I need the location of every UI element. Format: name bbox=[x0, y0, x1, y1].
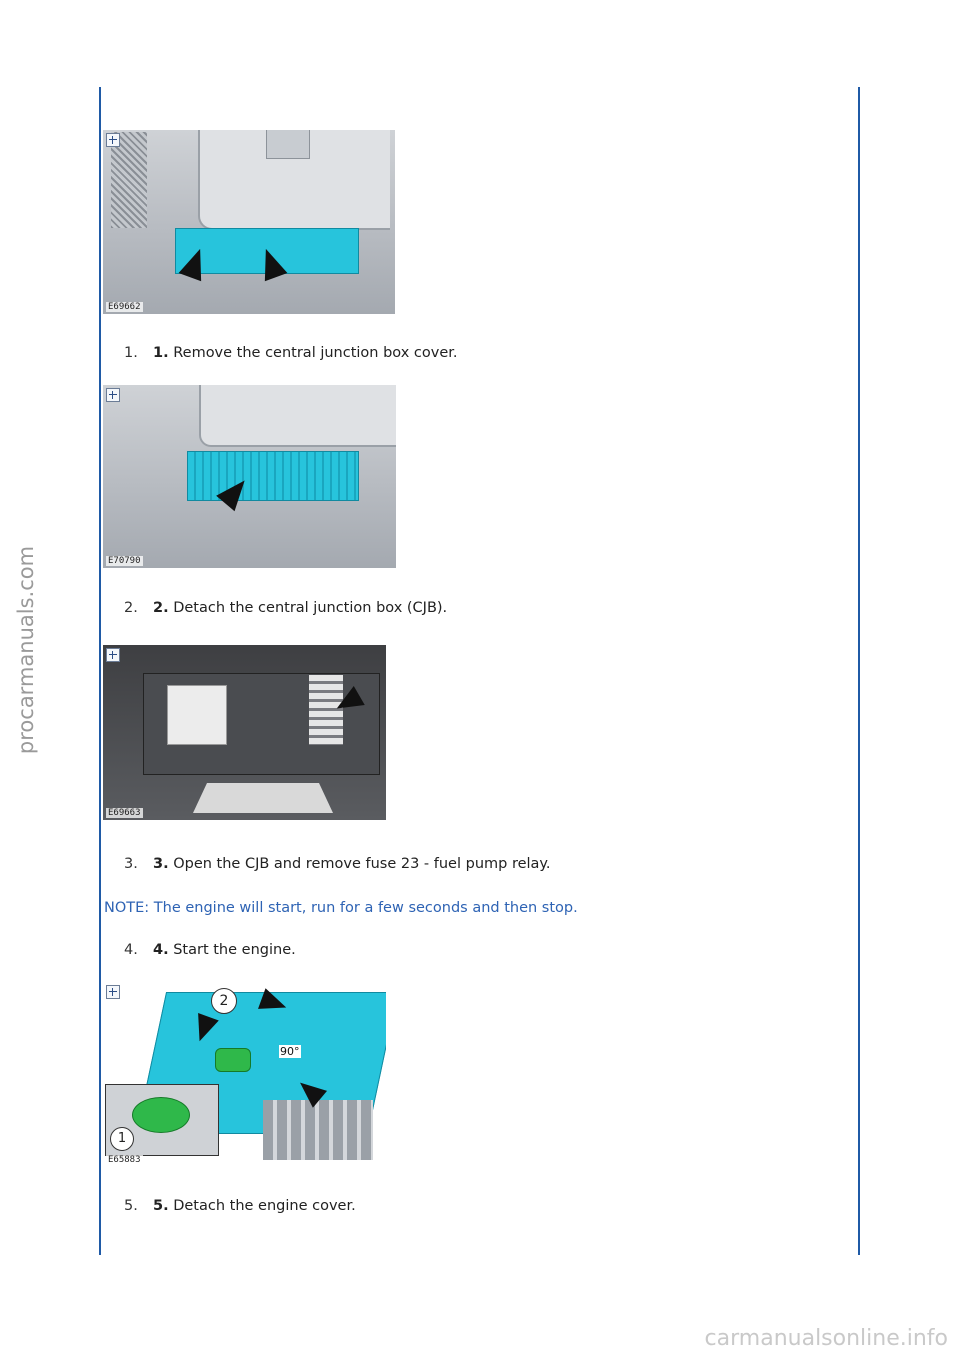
side-watermark bbox=[6, 520, 46, 780]
figure-code: E70790 bbox=[108, 556, 141, 566]
step-number: 1. bbox=[124, 345, 138, 361]
step-number: 3. bbox=[124, 856, 138, 872]
step-bold-number: 2. bbox=[153, 600, 169, 616]
left-margin-rule bbox=[99, 87, 101, 1255]
step-number: 2. bbox=[124, 600, 138, 616]
step-text: Detach the engine cover. bbox=[168, 1198, 356, 1214]
right-margin-rule bbox=[858, 87, 860, 1255]
zoom-in-icon[interactable] bbox=[106, 985, 120, 999]
zoom-in-icon[interactable] bbox=[106, 388, 120, 402]
figure-code: E65883 bbox=[108, 1155, 141, 1165]
glovebox-handle bbox=[266, 130, 310, 159]
figure-code: E69663 bbox=[108, 808, 141, 818]
step-4 bbox=[124, 942, 296, 958]
step-number: 5. bbox=[124, 1198, 138, 1214]
figure-code: E69662 bbox=[108, 302, 141, 312]
bottom-watermark: carmanualsonline.info bbox=[704, 1326, 948, 1351]
step-number: 4. bbox=[124, 942, 138, 958]
step-5 bbox=[124, 1198, 356, 1214]
dash-panel bbox=[199, 385, 396, 447]
step-text: Start the engine. bbox=[168, 942, 296, 958]
cjb-label bbox=[167, 685, 227, 745]
step-2 bbox=[124, 600, 447, 616]
side-watermark-text: procarmanuals.com bbox=[14, 545, 38, 755]
note-text: NOTE: The engine will start, run for a few seconds and then stop. bbox=[104, 900, 578, 916]
zoom-in-icon[interactable] bbox=[106, 133, 120, 147]
figure-engine-cover bbox=[103, 982, 386, 1167]
intake-manifold bbox=[263, 1100, 373, 1160]
step-bold-number: 5. bbox=[153, 1198, 169, 1214]
step-1 bbox=[124, 345, 458, 361]
step-bold-number: 3. bbox=[153, 856, 169, 872]
angle-label: 90° bbox=[280, 1045, 300, 1058]
oil-filler-cap bbox=[215, 1048, 251, 1072]
inset-cap bbox=[132, 1097, 190, 1133]
step-text: Open the CJB and remove fuse 23 - fuel pump relay. bbox=[168, 856, 551, 872]
zoom-in-icon[interactable] bbox=[106, 648, 120, 662]
figure-cjb-detach bbox=[103, 385, 396, 568]
step-bold-number: 4. bbox=[153, 942, 169, 958]
step-text: Remove the central junction box cover. bbox=[168, 345, 458, 361]
step-text: Detach the central junction box (CJB). bbox=[168, 600, 448, 616]
callout-2: 2 bbox=[211, 988, 237, 1014]
figure-cjb-cover bbox=[103, 130, 395, 314]
figure-fuse-removal bbox=[103, 645, 386, 820]
central-junction-box bbox=[187, 451, 359, 501]
step-3 bbox=[124, 856, 551, 872]
bench-mat bbox=[193, 783, 333, 813]
step-bold-number: 1. bbox=[153, 345, 169, 361]
callout-1: 1 bbox=[110, 1127, 134, 1151]
detail-inset bbox=[105, 1084, 219, 1156]
